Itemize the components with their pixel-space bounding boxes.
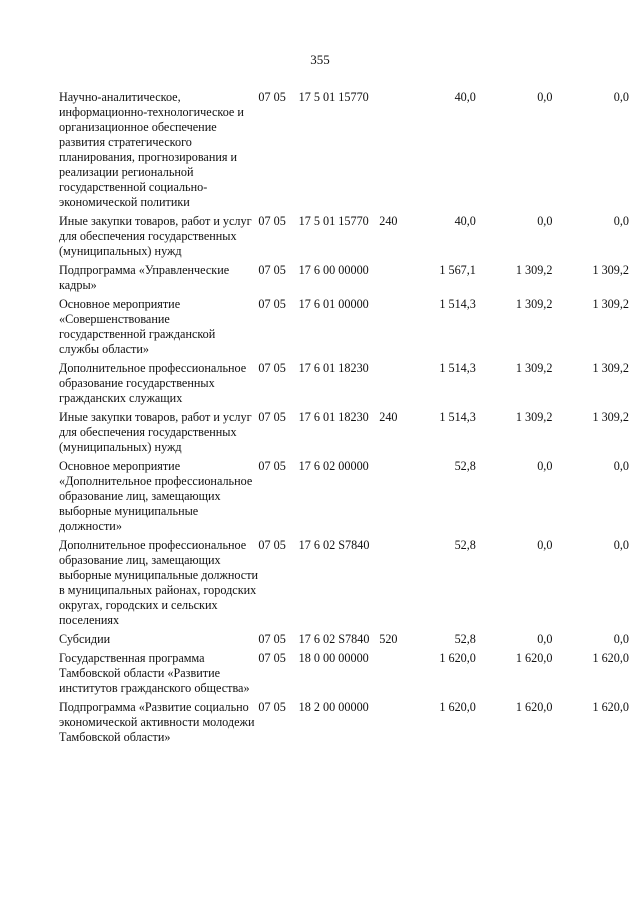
row-name: Основное мероприятие «Дополнительное профессиональное образование лиц, замещающих выборные муниципальные должности» xyxy=(59,459,253,533)
row-section-code: 07 05 xyxy=(258,538,286,552)
row-amount-year3: 1 309,2 xyxy=(592,361,629,375)
row-target-article: 17 6 01 00000 xyxy=(298,297,369,311)
row-amount-year2: 1 620,0 xyxy=(515,700,553,714)
row-amount-year1: 1 567,1 xyxy=(439,263,476,277)
table-row xyxy=(59,538,629,632)
row-amount-year3: 0,0 xyxy=(613,214,629,228)
row-amount-year3: 1 309,2 xyxy=(592,263,629,277)
table-row xyxy=(59,90,629,214)
row-amount-year2: 0,0 xyxy=(537,90,553,104)
table-row xyxy=(59,361,629,410)
row-target-article: 17 6 00 00000 xyxy=(298,263,369,277)
row-amount-year2: 1 309,2 xyxy=(515,361,553,375)
row-expense-type xyxy=(379,361,409,410)
row-amount-year3: 0,0 xyxy=(613,538,629,552)
row-amount-year1: 1 514,3 xyxy=(439,410,476,424)
row-expense-type xyxy=(379,651,409,700)
row-name: Государственная программа Тамбовской области «Развитие институтов гражданского общества» xyxy=(59,651,250,695)
row-target-article: 17 6 02 S7840 xyxy=(298,538,370,552)
row-amount-year2: 1 309,2 xyxy=(515,263,553,277)
budget-table xyxy=(59,90,629,749)
row-amount-year2: 1 309,2 xyxy=(515,297,553,311)
row-amount-year1: 52,8 xyxy=(454,459,476,473)
row-amount-year3: 1 620,0 xyxy=(592,700,629,714)
row-amount-year1: 52,8 xyxy=(454,538,476,552)
row-target-article: 17 6 02 00000 xyxy=(298,459,369,473)
table-row xyxy=(59,297,629,361)
row-target-article: 17 6 01 18230 xyxy=(298,410,369,424)
row-expense-type xyxy=(379,297,409,361)
row-target-article: 17 6 01 18230 xyxy=(298,361,369,375)
row-section-code: 07 05 xyxy=(258,214,286,228)
row-expense-type xyxy=(379,538,409,632)
row-amount-year3: 0,0 xyxy=(613,90,629,104)
row-amount-year1: 52,8 xyxy=(454,632,476,646)
row-section-code: 07 05 xyxy=(258,459,286,473)
row-name: Подпрограмма «Управленческие кадры» xyxy=(59,263,230,292)
row-name: Иные закупки товаров, работ и услуг для обеспечения государственных (муниципальных) нужд xyxy=(59,214,252,258)
row-expense-type xyxy=(379,90,409,214)
row-section-code: 07 05 xyxy=(258,361,286,375)
row-amount-year3: 0,0 xyxy=(613,459,629,473)
row-name: Основное мероприятие «Совершенствование государственной гражданской службы области» xyxy=(59,297,216,356)
row-amount-year2: 0,0 xyxy=(537,214,553,228)
row-name: Субсидии xyxy=(59,632,111,646)
row-expense-type xyxy=(379,263,409,297)
row-amount-year1: 40,0 xyxy=(454,90,476,104)
row-target-article: 18 0 00 00000 xyxy=(298,651,369,665)
row-section-code: 07 05 xyxy=(258,651,286,665)
table-row xyxy=(59,651,629,700)
row-section-code: 07 05 xyxy=(258,297,286,311)
page-number: 355 xyxy=(310,52,330,67)
table-body xyxy=(59,90,629,749)
row-section-code: 07 05 xyxy=(258,410,286,424)
row-target-article: 17 5 01 15770 xyxy=(298,90,369,104)
row-amount-year2: 0,0 xyxy=(537,459,553,473)
row-expense-type: 240 xyxy=(379,410,398,424)
row-amount-year1: 40,0 xyxy=(454,214,476,228)
row-name: Подпрограмма «Развитие социально экономической активности молодежи Тамбовской области» xyxy=(59,700,255,744)
table-row xyxy=(59,214,629,263)
row-name: Дополнительное профессиональное образование лиц, замещающих выборные муниципальные должности в муниципальных районах, городских округах, городских и сельских поселениях xyxy=(59,538,259,627)
row-name: Иные закупки товаров, работ и услуг для обеспечения государственных (муниципальных) нужд xyxy=(59,410,252,454)
row-target-article: 17 6 02 S7840 xyxy=(298,632,370,646)
row-amount-year3: 1 620,0 xyxy=(592,651,629,665)
row-expense-type: 240 xyxy=(379,214,398,228)
row-target-article: 18 2 00 00000 xyxy=(298,700,369,714)
row-amount-year2: 1 309,2 xyxy=(515,410,553,424)
row-amount-year1: 1 620,0 xyxy=(439,700,476,714)
row-amount-year2: 0,0 xyxy=(537,538,553,552)
row-expense-type xyxy=(379,700,409,749)
row-name: Научно-аналитическое, информационно-технологическое и организационное обеспечение развития стратегического планирования, прогнозирования и реализации региональной государственной социально-экономической политики xyxy=(59,90,244,209)
row-amount-year2: 1 620,0 xyxy=(515,651,553,665)
row-amount-year3: 1 309,2 xyxy=(592,410,629,424)
row-section-code: 07 05 xyxy=(258,700,286,714)
row-amount-year1: 1 514,3 xyxy=(439,361,476,375)
row-name: Дополнительное профессиональное образование государственных гражданских служащих xyxy=(59,361,247,405)
row-target-article: 17 5 01 15770 xyxy=(298,214,369,228)
row-section-code: 07 05 xyxy=(258,632,286,646)
row-amount-year3: 1 309,2 xyxy=(592,297,629,311)
row-amount-year2: 0,0 xyxy=(537,632,553,646)
row-amount-year3: 0,0 xyxy=(613,632,629,646)
table-row xyxy=(59,632,629,651)
row-expense-type: 520 xyxy=(379,632,398,646)
row-amount-year1: 1 620,0 xyxy=(439,651,476,665)
row-amount-year1: 1 514,3 xyxy=(439,297,476,311)
table-row xyxy=(59,459,629,538)
row-expense-type xyxy=(379,459,409,538)
row-section-code: 07 05 xyxy=(258,90,286,104)
row-section-code: 07 05 xyxy=(258,263,286,277)
table-row xyxy=(59,700,629,749)
table-row xyxy=(59,410,629,459)
table-row xyxy=(59,263,629,297)
